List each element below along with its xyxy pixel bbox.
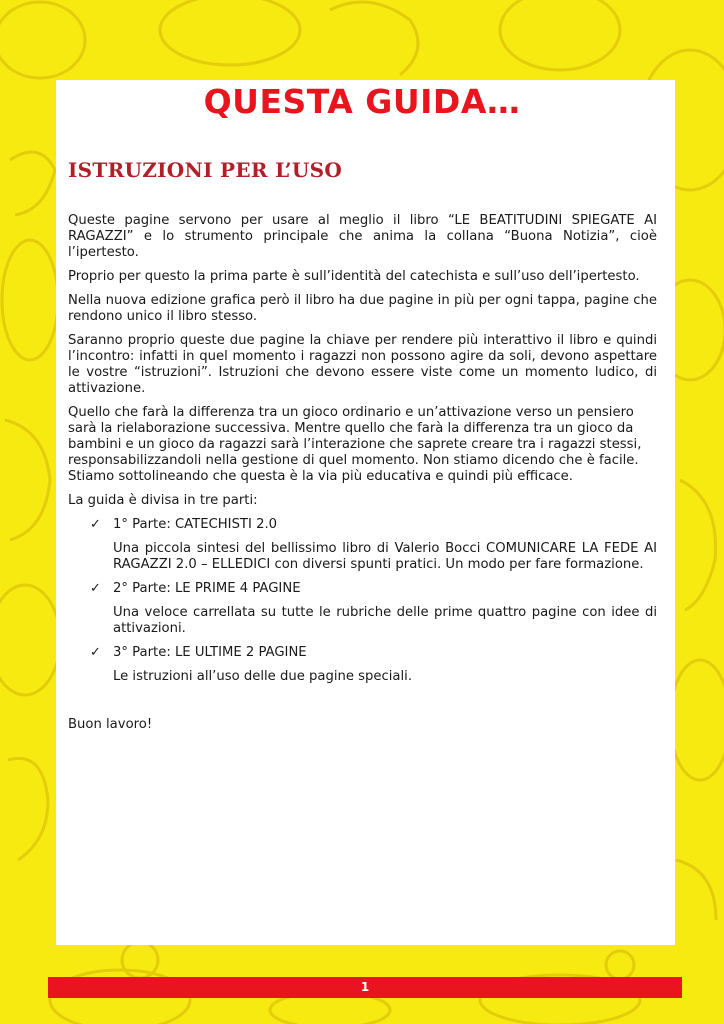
paragraph-new-edition: Nella nuova edizione grafica però il libro ha due pagine in più per ogni tappa, pagine che rendono unico il libro stesso. (68, 293, 657, 324)
checkmark-icon: ✓ (90, 517, 101, 532)
part-description: Le istruzioni all’uso delle due pagine speciali. (113, 669, 413, 684)
part-heading: 2° Parte: LE PRIME 4 PAGINE (113, 581, 301, 596)
paragraph-parts-intro: La guida è divisa in tre parti: (68, 493, 258, 508)
list-item (68, 517, 657, 573)
closing-text: Buon lavoro! (68, 717, 153, 732)
paragraph-difference: Quello che farà la differenza tra un gioco ordinario e un’attivazione verso un pensiero sarà la rielaborazione successiva. Mentre quello che farà la differenza tra un gioco da bambini e un gioco da ragazzi sarà l’interazione che saprete creare tra i ragazzi stessi, responsabilizzandoli nella gestione di quel momento. Non stiamo dicendo che è facile. Stiamo sottolineando che questa è la via più educativa e quindi più efficace. (68, 405, 642, 484)
paragraph-first-part: Proprio per questo la prima parte è sull’identità del catechista e sull’uso dell’ipertesto. (68, 269, 640, 284)
part-description: Una piccola sintesi del bellissimo libro di Valerio Bocci COMUNICARE LA FEDE AI RAGAZZI 2.0 – ELLEDICI con diversi spunti pratici. Un modo per fare formazione. (113, 541, 657, 572)
parts-list (68, 517, 657, 685)
page-title: QUESTA GUIDA… (203, 82, 521, 121)
main-content (68, 213, 657, 741)
page-number: 1 (360, 980, 370, 994)
checkmark-icon: ✓ (90, 581, 101, 596)
list-item (68, 581, 657, 637)
list-item (68, 645, 657, 685)
footer-bar (48, 977, 682, 998)
paragraph-two-pages: Saranno proprio queste due pagine la chiave per rendere più interattivo il libro e quindi l’incontro: infatti in quel momento i ragazzi non possono agire da soli, devono aspettare le vostre “istruzioni”. Istruzioni che devono essere viste come un momento ludico, di attivazione. (68, 333, 657, 396)
checkmark-icon: ✓ (90, 645, 101, 660)
section-subtitle: ISTRUZIONI PER L’USO (68, 158, 343, 182)
part-heading: 1° Parte: CATECHISTI 2.0 (113, 517, 278, 532)
part-heading: 3° Parte: LE ULTIME 2 PAGINE (113, 645, 307, 660)
paragraph-intro: Queste pagine servono per usare al meglio il libro “LE BEATITUDINI SPIEGATE AI RAGAZZI” e lo strumento principale che anima la collana “Buona Notizia”, cioè l’ipertesto. (68, 213, 657, 260)
part-description: Una veloce carrellata su tutte le rubriche delle prime quattro pagine con idee di attivazioni. (113, 605, 657, 636)
